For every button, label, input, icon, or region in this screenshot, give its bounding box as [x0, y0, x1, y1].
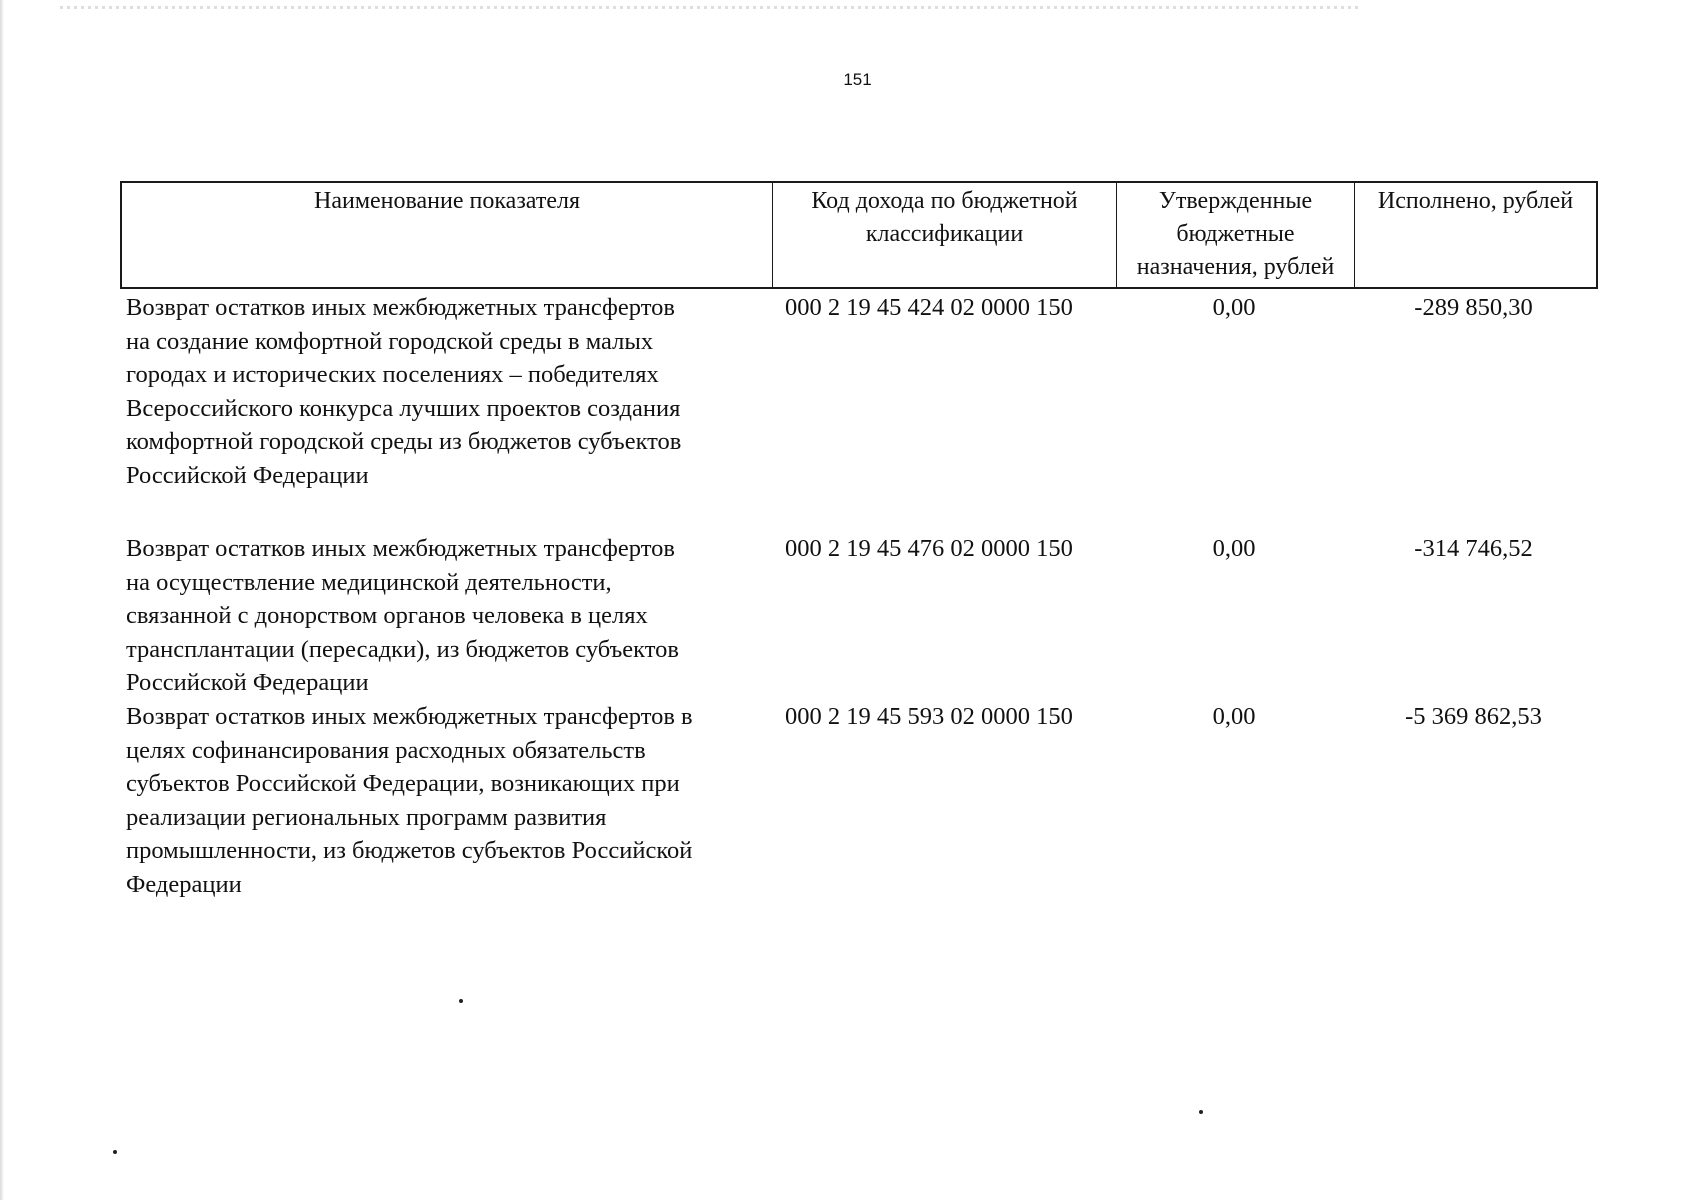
header-name-line: Наименование показателя	[314, 188, 580, 214]
scan-top-edge	[60, 6, 1360, 9]
scan-speck	[113, 1150, 117, 1154]
row-name-line: Российской Федерации	[126, 669, 369, 696]
row-name-line: городах и исторических поселениях – победителях	[126, 361, 659, 388]
header-approved	[1117, 183, 1355, 287]
row-executed: -314 746,52	[1414, 535, 1533, 562]
header-code-line: Код дохода по бюджетной	[811, 188, 1078, 214]
header-executed	[1355, 183, 1596, 287]
row-name-line: целях софинансирования расходных обязательств	[126, 736, 646, 764]
row-name-line: трансплантации (пересадки), из бюджетов субъектов	[126, 635, 679, 663]
row-name-line: на создание комфортной городской среды в малых	[126, 327, 654, 355]
header-code	[773, 183, 1117, 287]
row-name-line: комфортной городской среды из бюджетов субъектов	[126, 428, 682, 455]
row-name-line: Возврат остатков иных межбюджетных трансфертов	[126, 535, 675, 562]
table-body	[120, 291, 1598, 900]
row-name-line: связанной с донорством органов человека в целях	[126, 602, 648, 629]
table-header	[120, 181, 1598, 289]
row-name-line: реализации региональных программ развития	[126, 803, 607, 831]
header-executed-line: Исполнено, рублей	[1377, 188, 1574, 214]
row-name-line: субъектов Российской Федерации, возникающих при	[126, 770, 680, 797]
table-row	[120, 291, 1598, 532]
header-approved-line: назначения, рублей	[1136, 254, 1335, 280]
row-name	[120, 291, 771, 532]
row-name-line: Возврат остатков иных межбюджетных трансфертов в	[126, 703, 693, 730]
table-row	[120, 532, 1598, 700]
row-approved: 0,00	[1212, 535, 1256, 562]
scan-edge	[0, 0, 4, 1200]
row-executed: -5 369 862,53	[1405, 703, 1542, 730]
row-approved: 0,00	[1212, 703, 1256, 730]
row-name-line: Всероссийского конкурса лучших проектов создания	[126, 394, 681, 422]
row-approved: 0,00	[1212, 294, 1256, 321]
row-executed: -289 850,30	[1414, 294, 1533, 321]
row-name-line: Российской Федерации	[126, 461, 369, 489]
row-code: 000 2 19 45 476 02 0000 150	[785, 535, 1073, 562]
header-approved-line: бюджетные	[1176, 221, 1295, 247]
header-name	[122, 183, 773, 287]
row-code: 000 2 19 45 424 02 0000 150	[785, 294, 1073, 321]
scan-speck	[459, 999, 463, 1003]
row-name-line: Федерации	[126, 870, 242, 898]
row-name-line: промышленности, из бюджетов субъектов Российской	[126, 837, 693, 864]
row-code: 000 2 19 45 593 02 0000 150	[785, 703, 1073, 730]
row-name-line: на осуществление медицинской деятельности,	[126, 568, 612, 596]
row-name-line: Возврат остатков иных межбюджетных трансфертов	[126, 294, 675, 321]
page-number: 151	[843, 70, 872, 89]
row-name	[120, 700, 771, 900]
table-row	[120, 700, 1598, 900]
header-code-line: классификации	[865, 221, 1024, 247]
scan-speck	[1199, 1110, 1203, 1114]
header-approved-line: Утвержденные	[1158, 188, 1313, 214]
row-name	[120, 532, 771, 700]
